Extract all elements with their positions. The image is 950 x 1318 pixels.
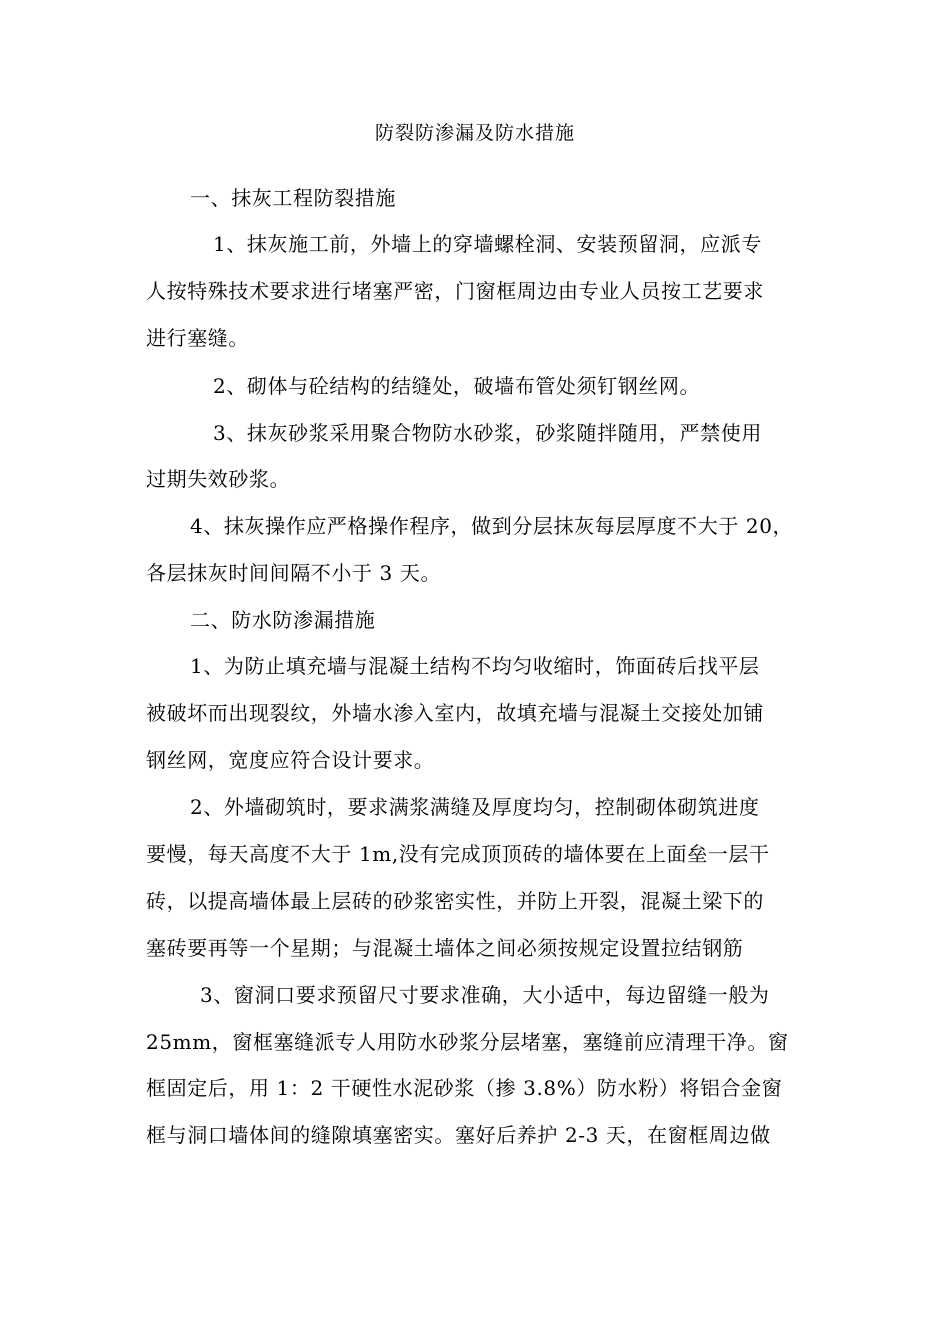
paragraph-line: 被破坏而出现裂纹，外墙水渗入室内，故填充墙与混凝土交接处加铺 [146,701,764,725]
paragraph-line: 进行塞缝。 [146,326,249,350]
paragraph-line: 砖，以提高墙体最上层砖的砂浆密实性，并防上开裂，混凝土梁下的 [146,889,764,913]
paragraph-line: 2、砌体与砼结构的结缝处，破墙布管处须钉钢丝网。 [213,374,701,398]
paragraph-line: 各层抹灰时间间隔不小于 3 天。 [146,561,442,585]
paragraph-line: 过期失效砂浆。 [146,467,291,491]
paragraph-line: 3、窗洞口要求预留尺寸要求准确，大小适中，每边留缝一般为 [200,983,770,1007]
document-title: 防裂防渗漏及防水措施 [374,122,575,144]
paragraph-line: 3、抹灰砂浆采用聚合物防水砂浆，砂浆随拌随用，严禁使用 [213,421,762,445]
paragraph-line: 框与洞口墙体间的缝隙填塞密实。塞好后养护 2-3 天，在窗框周边做 [146,1123,771,1147]
paragraph-line: 1、抹灰施工前，外墙上的穿墙螺栓洞、安装预留洞，应派专 [213,232,762,256]
paragraph-line: 25mm，窗框塞缝派专人用防水砂浆分层堵塞，塞缝前应清理干净。窗 [146,1030,789,1054]
paragraph-line: 框固定后，用 1：2 干硬性水泥砂浆（掺 3.8%）防水粉）将铝合金窗 [146,1076,783,1100]
paragraph-line: 2、外墙砌筑时，要求满浆满缝及厚度均匀，控制砌体砌筑进度 [190,795,760,819]
paragraph-line: 钢丝网，宽度应符合设计要求。 [146,748,435,772]
paragraph-line: 4、抹灰操作应严格操作程序，做到分层抹灰每层厚度不大于 20， [190,514,794,538]
section-heading: 一、抹灰工程防裂措施 [190,186,396,210]
section-heading: 二、防水防渗漏措施 [190,608,376,632]
paragraph-line: 1、为防止填充墙与混凝土结构不均匀收缩时，饰面砖后找平层 [190,654,760,678]
paragraph-line: 人按特殊技术要求进行堵塞严密，门窗框周边由专业人员按工艺要求 [146,279,764,303]
paragraph-line: 塞砖要再等一个星期；与混凝土墙体之间必须按规定设置拉结钢筋 [146,936,744,960]
paragraph-line: 要慢，每天高度不大于 1m,没有完成顶顶砖的墙体要在上面垒一层干 [146,842,770,866]
